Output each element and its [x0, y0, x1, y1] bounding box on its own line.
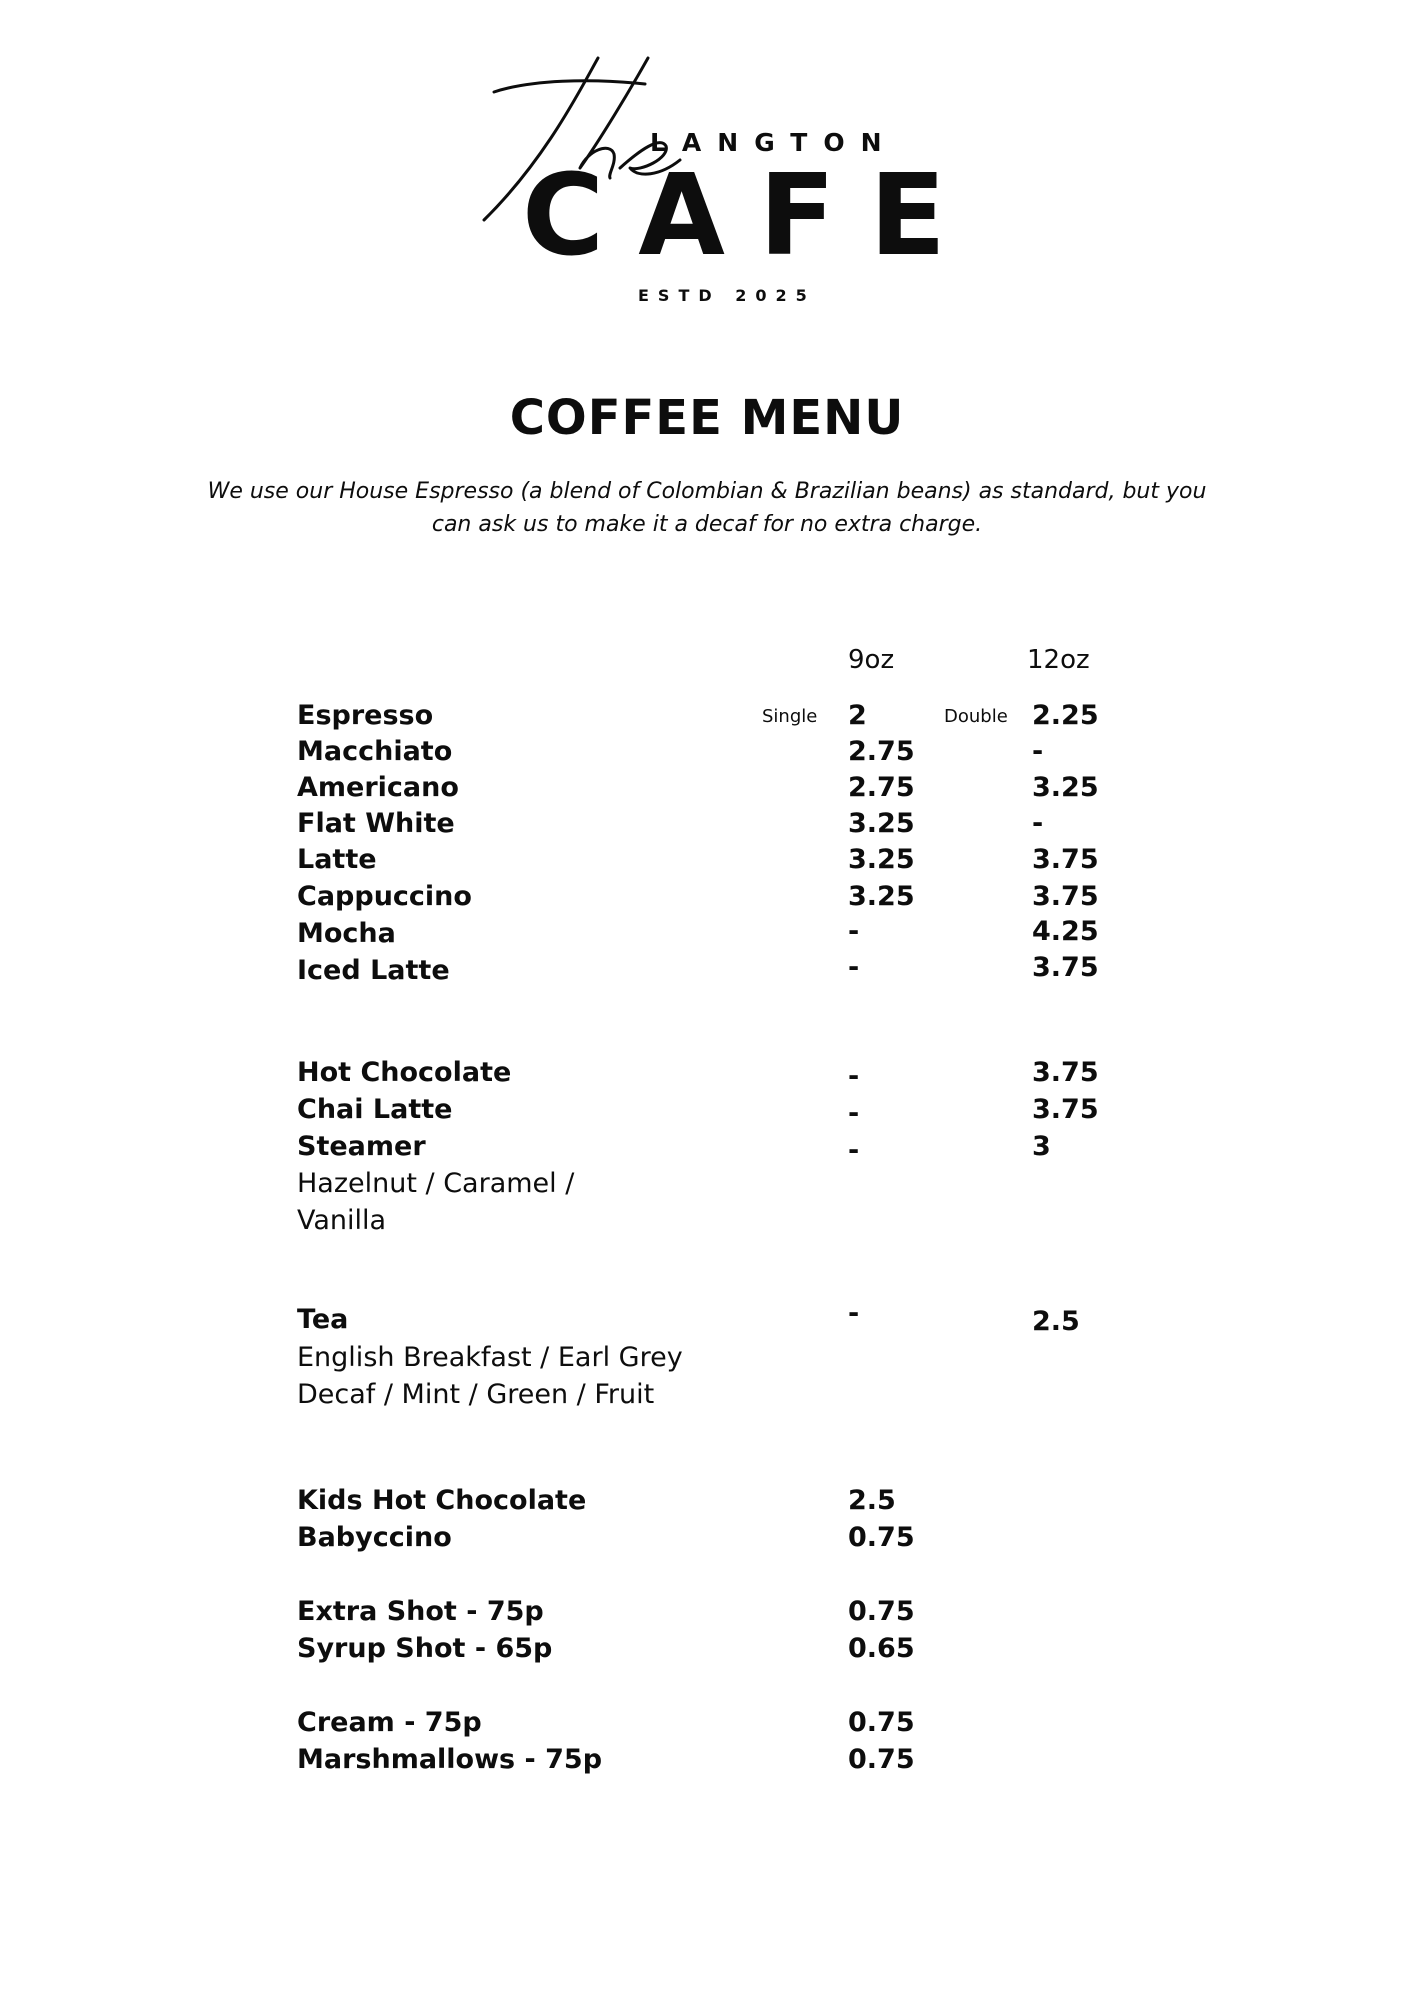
single-label: Single [762, 706, 818, 727]
price-12oz: 3.75 [1032, 952, 1099, 983]
price-9oz: 3.25 [848, 844, 915, 875]
price-12oz: 4.25 [1032, 916, 1099, 947]
menu-item-name: Steamer [297, 1131, 426, 1162]
price-9oz: 3.25 [848, 881, 915, 912]
price-12oz: 3.75 [1032, 1057, 1099, 1088]
tea-options-line: Decaf / Mint / Green / Fruit [297, 1379, 655, 1410]
price-9oz: 3.25 [848, 808, 915, 839]
price-12oz: 3 [1032, 1131, 1051, 1162]
price-9oz: - [848, 1298, 860, 1329]
menu-item-name: Americano [297, 772, 459, 803]
steamer-flavours-line: Hazelnut / Caramel / [297, 1168, 575, 1199]
price-12oz: 3.25 [1032, 772, 1099, 803]
logo-cafe: CAFE [522, 151, 980, 281]
price-12oz: - [1032, 808, 1044, 839]
menu-item-name: Hot Chocolate [297, 1057, 512, 1088]
price: 0.75 [848, 1522, 915, 1553]
tea-options-line: English Breakfast / Earl Grey [297, 1342, 683, 1373]
menu-item-name: Tea [297, 1304, 349, 1335]
price-9oz: 2.75 [848, 736, 915, 767]
intro-text: We use our House Espresso (a blend of Colombian & Brazilian beans) as standard, but you can ask us to make it a decaf for no extra charge. [207, 479, 1207, 537]
menu-item-name: Flat White [297, 808, 455, 839]
price-9oz: - [848, 916, 860, 947]
column-header-12oz: 12oz [1027, 645, 1090, 675]
price-12oz: 2.25 [1032, 700, 1099, 731]
menu-item-name: Macchiato [297, 736, 453, 767]
price-9oz: 2.75 [848, 772, 915, 803]
price-12oz: 3.75 [1032, 844, 1099, 875]
price: 0.75 [848, 1744, 915, 1775]
logo-langton: LANGTON [650, 128, 898, 157]
menu-item-name: Babyccino [297, 1522, 452, 1553]
steamer-flavours-line: Vanilla [297, 1205, 387, 1236]
menu-item-name: Cream - 75p [297, 1707, 482, 1738]
menu-item-name: Marshmallows - 75p [297, 1744, 603, 1775]
menu-item-name: Espresso [297, 700, 434, 731]
menu-item-name: Latte [297, 844, 377, 875]
price-9oz: - [848, 952, 860, 983]
menu-item-name: Kids Hot Chocolate [297, 1485, 587, 1516]
price-12oz: 3.75 [1032, 881, 1099, 912]
menu-item-name: Cappuccino [297, 881, 472, 912]
menu-item-name: Mocha [297, 918, 396, 949]
price: 0.75 [848, 1707, 915, 1738]
double-label: Double [944, 706, 1008, 727]
menu-item-name: Syrup Shot - 65p [297, 1633, 553, 1664]
menu-item-name: Extra Shot - 75p [297, 1596, 544, 1627]
price-9oz: 2 [848, 700, 867, 731]
price-9oz: - [848, 1098, 860, 1129]
price-12oz: - [1032, 736, 1044, 767]
price: 2.5 [848, 1485, 896, 1516]
column-header-9oz: 9oz [848, 645, 895, 675]
menu-item-name: Iced Latte [297, 955, 450, 986]
price: 0.75 [848, 1596, 915, 1627]
price-9oz: - [848, 1061, 860, 1092]
logo-established: ESTD 2025 [638, 286, 816, 305]
price-9oz: - [848, 1135, 860, 1166]
menu-title: COFFEE MENU [509, 390, 905, 446]
price: 0.65 [848, 1633, 915, 1664]
price-12oz: 2.5 [1032, 1306, 1080, 1337]
menu-item-name: Chai Latte [297, 1094, 453, 1125]
price-12oz: 3.75 [1032, 1094, 1099, 1125]
